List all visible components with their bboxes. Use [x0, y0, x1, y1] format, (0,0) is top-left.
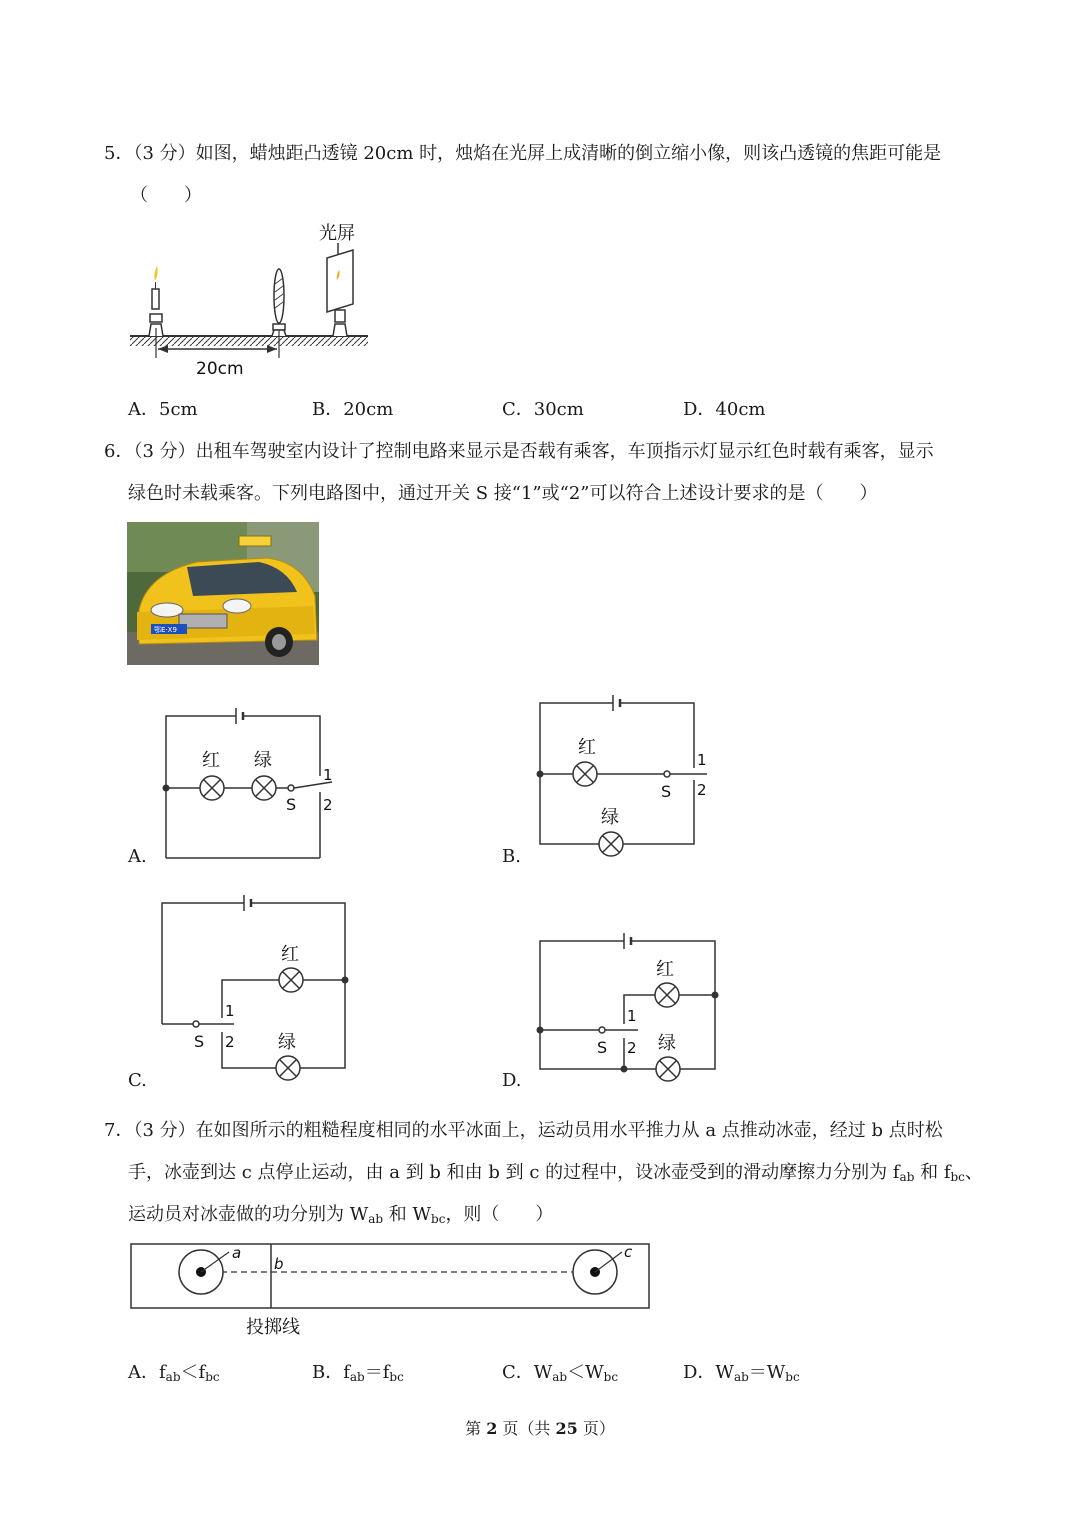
label-terminal-1: 1 — [323, 766, 333, 784]
label-switch: S — [661, 782, 672, 801]
label-red: 红 — [281, 944, 299, 965]
point-b-label: b — [274, 1255, 284, 1273]
label-terminal-2: 2 — [627, 1039, 637, 1057]
circuit-d[interactable] — [528, 928, 728, 1088]
throw-line-label: 投掷线 — [246, 1317, 300, 1338]
label-green: 绿 — [658, 1033, 676, 1054]
q7-stem-line3: 运动员对冰壶做的功分别为 $W_{ab}$ 和 $W_{bc}$，则（ ） — [128, 1204, 554, 1226]
q7-option-b[interactable]: B．$f_{ab}=f_{bc}$ — [312, 1362, 404, 1384]
label-terminal-2: 2 — [323, 796, 333, 814]
q5-stem-line1: 5．（3 分）如图，蜡烛距凸透镜 20cm 时，烛焰在光屏上成清晰的倒立缩小像，则该凸透镜的焦距可能是 — [104, 143, 942, 164]
ground-hatch — [130, 336, 368, 346]
q6-option-b-label[interactable]: B. — [502, 846, 521, 867]
label-red: 红 — [578, 737, 596, 758]
lamp-green — [252, 776, 276, 800]
q6-option-c-label[interactable]: C. — [128, 1070, 147, 1091]
lamp-red — [655, 983, 679, 1007]
q5-option-c[interactable]: C．30cm — [502, 399, 584, 420]
circuit-c[interactable] — [150, 890, 360, 1085]
label-switch: S — [286, 795, 297, 814]
lamp-green — [276, 1056, 300, 1080]
circuit-b[interactable] — [525, 690, 725, 860]
q5-option-b[interactable]: B．20cm — [312, 399, 394, 420]
lamp-green — [656, 1057, 680, 1081]
lamp-red — [573, 762, 597, 786]
label-green: 绿 — [278, 1032, 296, 1053]
label-terminal-2: 2 — [225, 1033, 235, 1051]
circuit-a[interactable] — [150, 700, 350, 865]
label-green: 绿 — [601, 807, 619, 828]
q7-option-c[interactable]: C．$W_{ab}<W_{bc}$ — [502, 1362, 619, 1384]
distance-label: 20cm — [196, 359, 244, 378]
light-screen — [319, 223, 355, 336]
q7-stem-line2: 手，冰壶到达 c 点停止运动，由 a 到 b 和由 b 到 c 的过程中，设冰壶受到的滑动摩擦力分别为 $f_{ab}$ 和 $f_{bc}$、 — [128, 1162, 983, 1184]
label-terminal-2: 2 — [697, 781, 707, 799]
q5-lens-figure — [126, 218, 376, 378]
q5-stem-line2: （ ） — [130, 185, 202, 206]
q6-stem-line1: 6．（3 分）出租车驾驶室内设计了控制电路来显示是否载有乘客，车顶指示灯显示红色时载有乘客，显示 — [104, 441, 934, 462]
point-a-label: a — [232, 1244, 242, 1262]
label-switch: S — [194, 1032, 205, 1051]
q7-option-a[interactable]: A．$f_{ab}<f_{bc}$ — [128, 1362, 220, 1384]
label-terminal-1: 1 — [697, 751, 707, 769]
q6-option-d-label[interactable]: D. — [502, 1070, 522, 1091]
q7-stem-line1: 7．（3 分）在如图所示的粗糙程度相同的水平冰面上，运动员用水平推力从 a 点推动冰壶，经过 b 点时松 — [104, 1120, 943, 1141]
lamp-red — [200, 776, 224, 800]
page-footer: 第 2 页（共 25 页） — [465, 1419, 615, 1438]
label-terminal-1: 1 — [627, 1007, 637, 1025]
lamp-green — [599, 832, 623, 856]
point-c-label: c — [624, 1243, 633, 1261]
taxi-photo — [127, 522, 319, 665]
screen-label: 光屏 — [319, 223, 355, 244]
q7-option-d[interactable]: D．$W_{ab}=W_{bc}$ — [683, 1362, 800, 1384]
label-green: 绿 — [254, 750, 272, 771]
q5-option-a[interactable]: A．5cm — [128, 399, 198, 420]
q5-option-d[interactable]: D．40cm — [683, 399, 766, 420]
q7-curling-figure — [128, 1240, 654, 1342]
label-red: 红 — [202, 750, 220, 771]
q6-stem-line2: 绿色时未载乘客。下列电路图中，通过开关 S 接“1”或“2”可以符合上述设计要求的是（ ） — [128, 483, 878, 504]
plate-text: 鄂E·X9 — [154, 626, 177, 634]
label-terminal-1: 1 — [225, 1002, 235, 1020]
label-red: 红 — [656, 959, 674, 980]
label-switch: S — [597, 1038, 608, 1057]
q6-option-a-label[interactable]: A. — [128, 846, 147, 867]
convex-lens — [272, 269, 286, 336]
lamp-red — [279, 968, 303, 992]
candle — [149, 266, 163, 336]
